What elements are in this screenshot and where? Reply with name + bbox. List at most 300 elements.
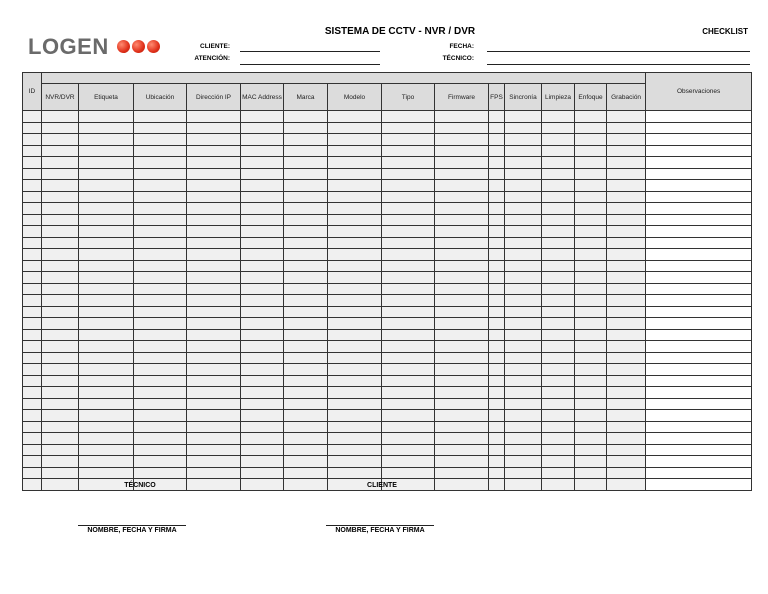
table-cell[interactable] — [23, 122, 42, 134]
table-cell[interactable] — [575, 398, 607, 410]
table-cell[interactable] — [489, 168, 505, 180]
table-cell[interactable] — [435, 145, 489, 157]
table-cell[interactable] — [42, 180, 79, 192]
table-cell[interactable] — [241, 249, 284, 261]
table-cell[interactable] — [542, 237, 575, 249]
table-cell[interactable] — [607, 180, 646, 192]
table-cell[interactable] — [382, 168, 435, 180]
table-cell[interactable] — [187, 456, 241, 468]
table-cell[interactable] — [646, 467, 752, 479]
table-cell[interactable] — [646, 168, 752, 180]
table-cell[interactable] — [382, 283, 435, 295]
table-cell[interactable] — [284, 226, 328, 238]
table-cell[interactable] — [575, 283, 607, 295]
table-cell[interactable] — [382, 145, 435, 157]
table-cell[interactable] — [79, 410, 134, 422]
table-cell[interactable] — [607, 329, 646, 341]
table-cell[interactable] — [241, 479, 284, 491]
table-cell[interactable] — [284, 272, 328, 284]
table-cell[interactable] — [79, 467, 134, 479]
table-cell[interactable] — [542, 295, 575, 307]
table-cell[interactable] — [241, 387, 284, 399]
table-cell[interactable] — [646, 237, 752, 249]
table-cell[interactable] — [489, 421, 505, 433]
table-cell[interactable] — [23, 226, 42, 238]
table-cell[interactable] — [575, 134, 607, 146]
table-cell[interactable] — [42, 444, 79, 456]
table-cell[interactable] — [505, 467, 542, 479]
table-cell[interactable] — [505, 203, 542, 215]
table-cell[interactable] — [542, 364, 575, 376]
table-cell[interactable] — [542, 352, 575, 364]
table-cell[interactable] — [23, 398, 42, 410]
table-cell[interactable] — [575, 122, 607, 134]
table-cell[interactable] — [542, 249, 575, 261]
table-cell[interactable] — [575, 145, 607, 157]
table-cell[interactable] — [79, 341, 134, 353]
table-cell[interactable] — [79, 134, 134, 146]
table-cell[interactable] — [79, 214, 134, 226]
table-cell[interactable] — [435, 341, 489, 353]
table-cell[interactable] — [284, 479, 328, 491]
table-cell[interactable] — [542, 122, 575, 134]
table-cell[interactable] — [23, 237, 42, 249]
table-cell[interactable] — [23, 467, 42, 479]
table-cell[interactable] — [134, 398, 187, 410]
table-cell[interactable] — [328, 249, 382, 261]
table-cell[interactable] — [134, 191, 187, 203]
table-cell[interactable] — [284, 387, 328, 399]
table-cell[interactable] — [187, 433, 241, 445]
table-cell[interactable] — [505, 398, 542, 410]
table-cell[interactable] — [328, 157, 382, 169]
table-cell[interactable] — [575, 329, 607, 341]
fecha-field[interactable] — [487, 51, 750, 52]
table-cell[interactable] — [241, 122, 284, 134]
table-cell[interactable] — [241, 421, 284, 433]
table-cell[interactable] — [241, 444, 284, 456]
table-cell[interactable] — [42, 352, 79, 364]
table-cell[interactable] — [187, 272, 241, 284]
table-cell[interactable] — [241, 237, 284, 249]
table-cell[interactable] — [435, 191, 489, 203]
table-cell[interactable] — [505, 226, 542, 238]
table-cell[interactable] — [646, 433, 752, 445]
table-cell[interactable] — [382, 226, 435, 238]
table-cell[interactable] — [187, 398, 241, 410]
table-cell[interactable] — [489, 283, 505, 295]
table-cell[interactable] — [241, 145, 284, 157]
table-cell[interactable] — [23, 387, 42, 399]
table-cell[interactable] — [134, 410, 187, 422]
table-cell[interactable] — [542, 375, 575, 387]
table-cell[interactable] — [23, 375, 42, 387]
table-cell[interactable] — [79, 352, 134, 364]
table-cell[interactable] — [435, 398, 489, 410]
table-cell[interactable] — [505, 375, 542, 387]
atencion-field[interactable] — [240, 64, 380, 65]
table-cell[interactable] — [79, 387, 134, 399]
table-cell[interactable] — [42, 341, 79, 353]
table-cell[interactable] — [435, 134, 489, 146]
table-cell[interactable] — [42, 295, 79, 307]
table-cell[interactable] — [79, 398, 134, 410]
table-cell[interactable] — [575, 456, 607, 468]
table-cell[interactable] — [187, 364, 241, 376]
table-cell[interactable] — [328, 467, 382, 479]
table-cell[interactable] — [489, 444, 505, 456]
table-cell[interactable] — [575, 352, 607, 364]
table-cell[interactable] — [241, 364, 284, 376]
table-cell[interactable] — [542, 191, 575, 203]
table-cell[interactable] — [607, 352, 646, 364]
table-cell[interactable] — [284, 410, 328, 422]
table-cell[interactable] — [79, 260, 134, 272]
table-cell[interactable] — [187, 467, 241, 479]
table-cell[interactable] — [505, 283, 542, 295]
table-cell[interactable] — [505, 145, 542, 157]
table-cell[interactable] — [241, 306, 284, 318]
table-cell[interactable] — [435, 421, 489, 433]
table-cell[interactable] — [79, 318, 134, 330]
table-cell[interactable] — [489, 122, 505, 134]
table-cell[interactable] — [575, 479, 607, 491]
table-cell[interactable] — [435, 157, 489, 169]
table-cell[interactable] — [241, 318, 284, 330]
table-cell[interactable] — [134, 249, 187, 261]
table-cell[interactable] — [241, 352, 284, 364]
table-cell[interactable] — [607, 318, 646, 330]
table-cell[interactable] — [542, 318, 575, 330]
table-cell[interactable] — [607, 410, 646, 422]
table-cell[interactable] — [241, 168, 284, 180]
table-cell[interactable] — [328, 352, 382, 364]
table-cell[interactable] — [435, 456, 489, 468]
table-cell[interactable] — [382, 249, 435, 261]
signature-tecnico-line[interactable] — [78, 525, 186, 526]
table-cell[interactable] — [42, 111, 79, 123]
table-cell[interactable] — [505, 157, 542, 169]
table-cell[interactable] — [284, 260, 328, 272]
table-cell[interactable] — [489, 237, 505, 249]
table-cell[interactable] — [23, 433, 42, 445]
table-cell[interactable] — [187, 122, 241, 134]
table-cell[interactable] — [435, 122, 489, 134]
table-cell[interactable] — [23, 329, 42, 341]
table-cell[interactable] — [187, 145, 241, 157]
table-cell[interactable] — [607, 295, 646, 307]
table-cell[interactable] — [134, 145, 187, 157]
table-cell[interactable] — [575, 226, 607, 238]
table-cell[interactable] — [382, 272, 435, 284]
table-cell[interactable] — [607, 306, 646, 318]
table-cell[interactable] — [187, 203, 241, 215]
table-cell[interactable] — [328, 272, 382, 284]
table-cell[interactable] — [435, 387, 489, 399]
table-cell[interactable] — [646, 226, 752, 238]
table-cell[interactable] — [607, 191, 646, 203]
table-cell[interactable] — [42, 456, 79, 468]
table-cell[interactable] — [505, 122, 542, 134]
table-cell[interactable] — [241, 214, 284, 226]
table-cell[interactable] — [187, 191, 241, 203]
table-cell[interactable] — [134, 226, 187, 238]
table-cell[interactable] — [42, 226, 79, 238]
table-cell[interactable] — [435, 249, 489, 261]
table-cell[interactable] — [328, 168, 382, 180]
table-cell[interactable] — [328, 421, 382, 433]
table-cell[interactable] — [134, 237, 187, 249]
table-cell[interactable] — [23, 168, 42, 180]
table-cell[interactable] — [607, 444, 646, 456]
table-cell[interactable] — [79, 272, 134, 284]
table-cell[interactable] — [542, 203, 575, 215]
table-cell[interactable] — [505, 168, 542, 180]
table-cell[interactable] — [328, 111, 382, 123]
table-cell[interactable] — [284, 444, 328, 456]
table-cell[interactable] — [607, 237, 646, 249]
table-cell[interactable] — [646, 180, 752, 192]
table-cell[interactable] — [79, 180, 134, 192]
table-cell[interactable] — [79, 203, 134, 215]
table-cell[interactable] — [575, 191, 607, 203]
table-cell[interactable] — [646, 364, 752, 376]
table-cell[interactable] — [542, 479, 575, 491]
table-cell[interactable] — [134, 421, 187, 433]
table-cell[interactable] — [575, 214, 607, 226]
table-cell[interactable] — [575, 421, 607, 433]
table-cell[interactable] — [241, 295, 284, 307]
table-cell[interactable] — [187, 168, 241, 180]
table-cell[interactable] — [505, 456, 542, 468]
table-cell[interactable] — [607, 157, 646, 169]
table-cell[interactable] — [284, 203, 328, 215]
table-cell[interactable] — [23, 191, 42, 203]
table-cell[interactable] — [42, 433, 79, 445]
table-cell[interactable] — [187, 157, 241, 169]
table-cell[interactable] — [79, 375, 134, 387]
table-cell[interactable] — [607, 387, 646, 399]
table-cell[interactable] — [23, 180, 42, 192]
table-cell[interactable] — [241, 157, 284, 169]
table-cell[interactable] — [575, 168, 607, 180]
table-cell[interactable] — [328, 375, 382, 387]
table-cell[interactable] — [382, 295, 435, 307]
table-cell[interactable] — [241, 341, 284, 353]
table-cell[interactable] — [489, 214, 505, 226]
table-cell[interactable] — [575, 318, 607, 330]
table-cell[interactable] — [42, 421, 79, 433]
table-cell[interactable] — [435, 111, 489, 123]
table-cell[interactable] — [328, 134, 382, 146]
table-cell[interactable] — [23, 260, 42, 272]
table-cell[interactable] — [542, 387, 575, 399]
table-cell[interactable] — [646, 249, 752, 261]
table-cell[interactable] — [42, 134, 79, 146]
table-cell[interactable] — [489, 226, 505, 238]
table-cell[interactable] — [505, 364, 542, 376]
table-cell[interactable] — [23, 157, 42, 169]
table-cell[interactable] — [435, 226, 489, 238]
table-cell[interactable] — [542, 145, 575, 157]
table-cell[interactable] — [646, 341, 752, 353]
table-cell[interactable] — [241, 203, 284, 215]
table-cell[interactable] — [542, 260, 575, 272]
table-cell[interactable] — [435, 272, 489, 284]
table-cell[interactable] — [435, 306, 489, 318]
table-cell[interactable] — [42, 318, 79, 330]
table-cell[interactable] — [646, 398, 752, 410]
table-cell[interactable] — [435, 364, 489, 376]
table-cell[interactable] — [23, 283, 42, 295]
table-cell[interactable] — [505, 272, 542, 284]
table-cell[interactable] — [42, 364, 79, 376]
table-cell[interactable] — [134, 214, 187, 226]
table-cell[interactable] — [646, 157, 752, 169]
table-cell[interactable] — [23, 145, 42, 157]
table-cell[interactable] — [489, 191, 505, 203]
table-cell[interactable] — [542, 433, 575, 445]
table-cell[interactable] — [382, 410, 435, 422]
table-cell[interactable] — [284, 249, 328, 261]
table-cell[interactable] — [42, 214, 79, 226]
table-cell[interactable] — [435, 329, 489, 341]
table-cell[interactable] — [79, 295, 134, 307]
table-cell[interactable] — [575, 467, 607, 479]
table-cell[interactable] — [79, 191, 134, 203]
table-cell[interactable] — [382, 421, 435, 433]
table-cell[interactable] — [328, 237, 382, 249]
table-cell[interactable] — [284, 283, 328, 295]
table-cell[interactable] — [42, 283, 79, 295]
table-cell[interactable] — [284, 168, 328, 180]
table-cell[interactable] — [42, 306, 79, 318]
table-cell[interactable] — [79, 237, 134, 249]
table-cell[interactable] — [382, 306, 435, 318]
table-cell[interactable] — [328, 180, 382, 192]
table-cell[interactable] — [284, 295, 328, 307]
table-cell[interactable] — [542, 214, 575, 226]
table-cell[interactable] — [134, 134, 187, 146]
table-cell[interactable] — [505, 318, 542, 330]
table-cell[interactable] — [575, 111, 607, 123]
table-cell[interactable] — [241, 272, 284, 284]
table-cell[interactable] — [134, 467, 187, 479]
table-cell[interactable] — [575, 180, 607, 192]
table-cell[interactable] — [187, 134, 241, 146]
table-cell[interactable] — [505, 341, 542, 353]
table-cell[interactable] — [187, 111, 241, 123]
table-cell[interactable] — [241, 180, 284, 192]
table-cell[interactable] — [42, 398, 79, 410]
table-cell[interactable] — [382, 214, 435, 226]
table-cell[interactable] — [382, 318, 435, 330]
table-cell[interactable] — [382, 111, 435, 123]
table-cell[interactable] — [489, 157, 505, 169]
table-cell[interactable] — [607, 214, 646, 226]
table-cell[interactable] — [328, 387, 382, 399]
table-cell[interactable] — [42, 191, 79, 203]
table-cell[interactable] — [284, 352, 328, 364]
table-cell[interactable] — [134, 111, 187, 123]
table-cell[interactable] — [382, 375, 435, 387]
table-cell[interactable] — [328, 444, 382, 456]
tecnico-field[interactable] — [487, 64, 750, 65]
table-cell[interactable] — [489, 341, 505, 353]
table-cell[interactable] — [542, 341, 575, 353]
table-cell[interactable] — [505, 180, 542, 192]
table-cell[interactable] — [134, 352, 187, 364]
table-cell[interactable] — [134, 444, 187, 456]
table-cell[interactable] — [646, 203, 752, 215]
table-cell[interactable] — [435, 214, 489, 226]
table-cell[interactable] — [187, 387, 241, 399]
table-cell[interactable] — [284, 180, 328, 192]
table-cell[interactable] — [42, 168, 79, 180]
table-cell[interactable] — [241, 134, 284, 146]
table-cell[interactable] — [187, 226, 241, 238]
table-cell[interactable] — [489, 456, 505, 468]
table-cell[interactable] — [646, 134, 752, 146]
table-cell[interactable] — [575, 249, 607, 261]
table-cell[interactable] — [79, 421, 134, 433]
table-cell[interactable] — [187, 352, 241, 364]
table-cell[interactable] — [382, 467, 435, 479]
table-cell[interactable] — [646, 387, 752, 399]
table-cell[interactable] — [489, 398, 505, 410]
table-cell[interactable] — [542, 272, 575, 284]
table-cell[interactable] — [382, 456, 435, 468]
table-cell[interactable] — [42, 237, 79, 249]
table-cell[interactable] — [505, 306, 542, 318]
table-cell[interactable] — [489, 479, 505, 491]
table-cell[interactable] — [489, 180, 505, 192]
table-cell[interactable] — [42, 260, 79, 272]
table-cell[interactable] — [435, 479, 489, 491]
table-cell[interactable] — [134, 168, 187, 180]
table-cell[interactable] — [328, 214, 382, 226]
table-cell[interactable] — [284, 318, 328, 330]
table-cell[interactable] — [187, 283, 241, 295]
table-cell[interactable] — [505, 410, 542, 422]
table-cell[interactable] — [79, 283, 134, 295]
table-cell[interactable] — [241, 226, 284, 238]
table-cell[interactable] — [607, 203, 646, 215]
table-cell[interactable] — [382, 329, 435, 341]
table-cell[interactable] — [489, 145, 505, 157]
table-cell[interactable] — [505, 191, 542, 203]
table-cell[interactable] — [435, 467, 489, 479]
table-cell[interactable] — [646, 260, 752, 272]
table-cell[interactable] — [79, 168, 134, 180]
table-cell[interactable] — [134, 306, 187, 318]
table-cell[interactable] — [134, 157, 187, 169]
table-cell[interactable] — [23, 444, 42, 456]
table-cell[interactable] — [284, 122, 328, 134]
table-cell[interactable] — [284, 214, 328, 226]
table-cell[interactable] — [23, 306, 42, 318]
table-cell[interactable] — [607, 479, 646, 491]
table-cell[interactable] — [542, 467, 575, 479]
table-cell[interactable] — [382, 341, 435, 353]
table-cell[interactable] — [241, 329, 284, 341]
table-cell[interactable] — [328, 145, 382, 157]
cliente-field[interactable] — [240, 51, 380, 52]
table-cell[interactable] — [489, 260, 505, 272]
table-cell[interactable] — [607, 145, 646, 157]
table-cell[interactable] — [284, 456, 328, 468]
table-cell[interactable] — [284, 375, 328, 387]
